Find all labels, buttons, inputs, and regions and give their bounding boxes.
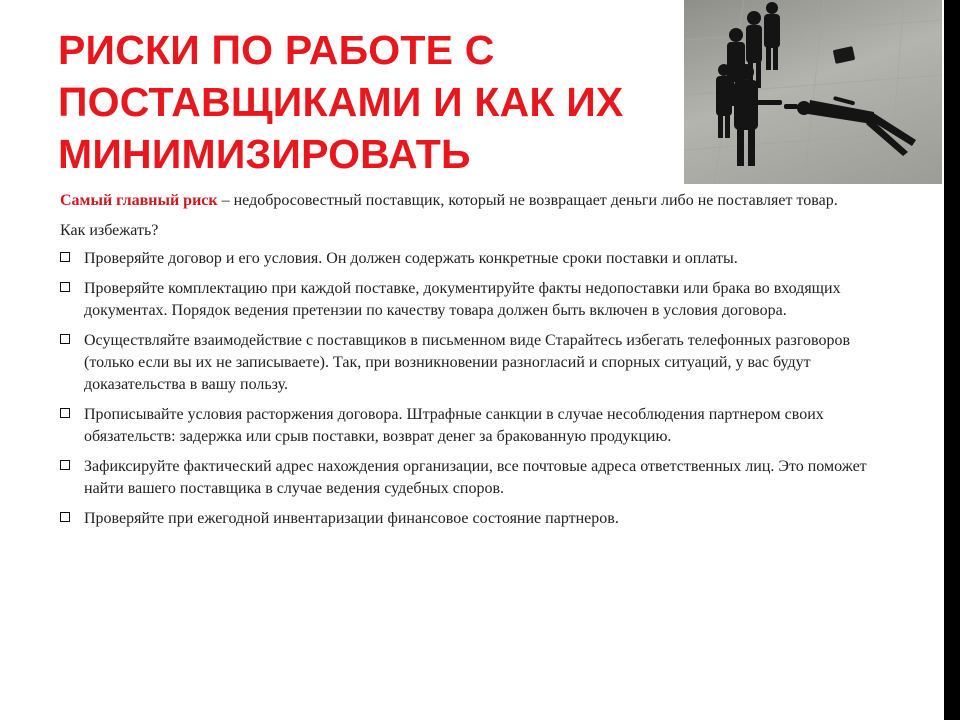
- list-item: [60, 278, 880, 322]
- list-item: [60, 404, 880, 448]
- list-item: [60, 508, 880, 530]
- checkbox-square-icon: [60, 460, 70, 470]
- businessmen-illustration: [684, 0, 942, 184]
- list-item-text: Зафиксируйте фактический адрес нахождения организации, все почтовые адреса ответственных лиц. Это поможет найти вашего поставщика в случае ведения судебных споров.: [84, 458, 867, 497]
- advice-list: [60, 248, 880, 530]
- list-item-text: Осуществляйте взаимодействие с поставщиков в письменном виде Старайтесь избегать телефонных разговоров (только если вы их не записываете). Так, при возникновении разногласий и спорных ситуаций, у вас будут доказательства в вашу пользу.: [84, 332, 850, 393]
- checkbox-square-icon: [60, 334, 70, 344]
- slide-title: РИСКИ ПО РАБОТЕ С ПОСТАВЩИКАМИ И КАК ИХ МИНИМИЗИРОВАТЬ: [58, 27, 624, 177]
- list-item-text: Прописывайте условия расторжения договора. Штрафные санкции в случае несоблюдения партнером своих обязательств: задержка или срыв поставки, возврат денег за бракованную продукцию.: [84, 406, 824, 445]
- list-item-text: Проверяйте при ежегодной инвентаризации финансовое состояние партнеров.: [84, 510, 619, 527]
- checkbox-square-icon: [60, 512, 70, 522]
- slide-content: [60, 190, 880, 538]
- lead-text: – недобросовестный поставщик, который не возвращает деньги либо не поставляет товар.: [217, 192, 838, 209]
- slide-right-bar: [944, 0, 960, 720]
- checkbox-square-icon: [60, 252, 70, 262]
- businessmen-photo: [684, 0, 942, 184]
- list-item: [60, 330, 880, 396]
- lead-highlight: Самый главный риск: [60, 192, 218, 209]
- list-item-text: Проверяйте договор и его условия. Он должен содержать конкретные сроки поставки и оплаты.: [84, 250, 738, 267]
- lead-paragraph: [60, 190, 880, 212]
- checkbox-square-icon: [60, 282, 70, 292]
- list-item: [60, 248, 880, 270]
- list-item: [60, 456, 880, 500]
- checkbox-square-icon: [60, 408, 70, 418]
- list-item-text: Проверяйте комплектацию при каждой поставке, документируйте факты недопоставки или брака во входящих документах. Порядок ведения претензии по качеству товара должен быть включен в условия договора.: [84, 280, 841, 319]
- question-text: Как избежать?: [60, 222, 159, 239]
